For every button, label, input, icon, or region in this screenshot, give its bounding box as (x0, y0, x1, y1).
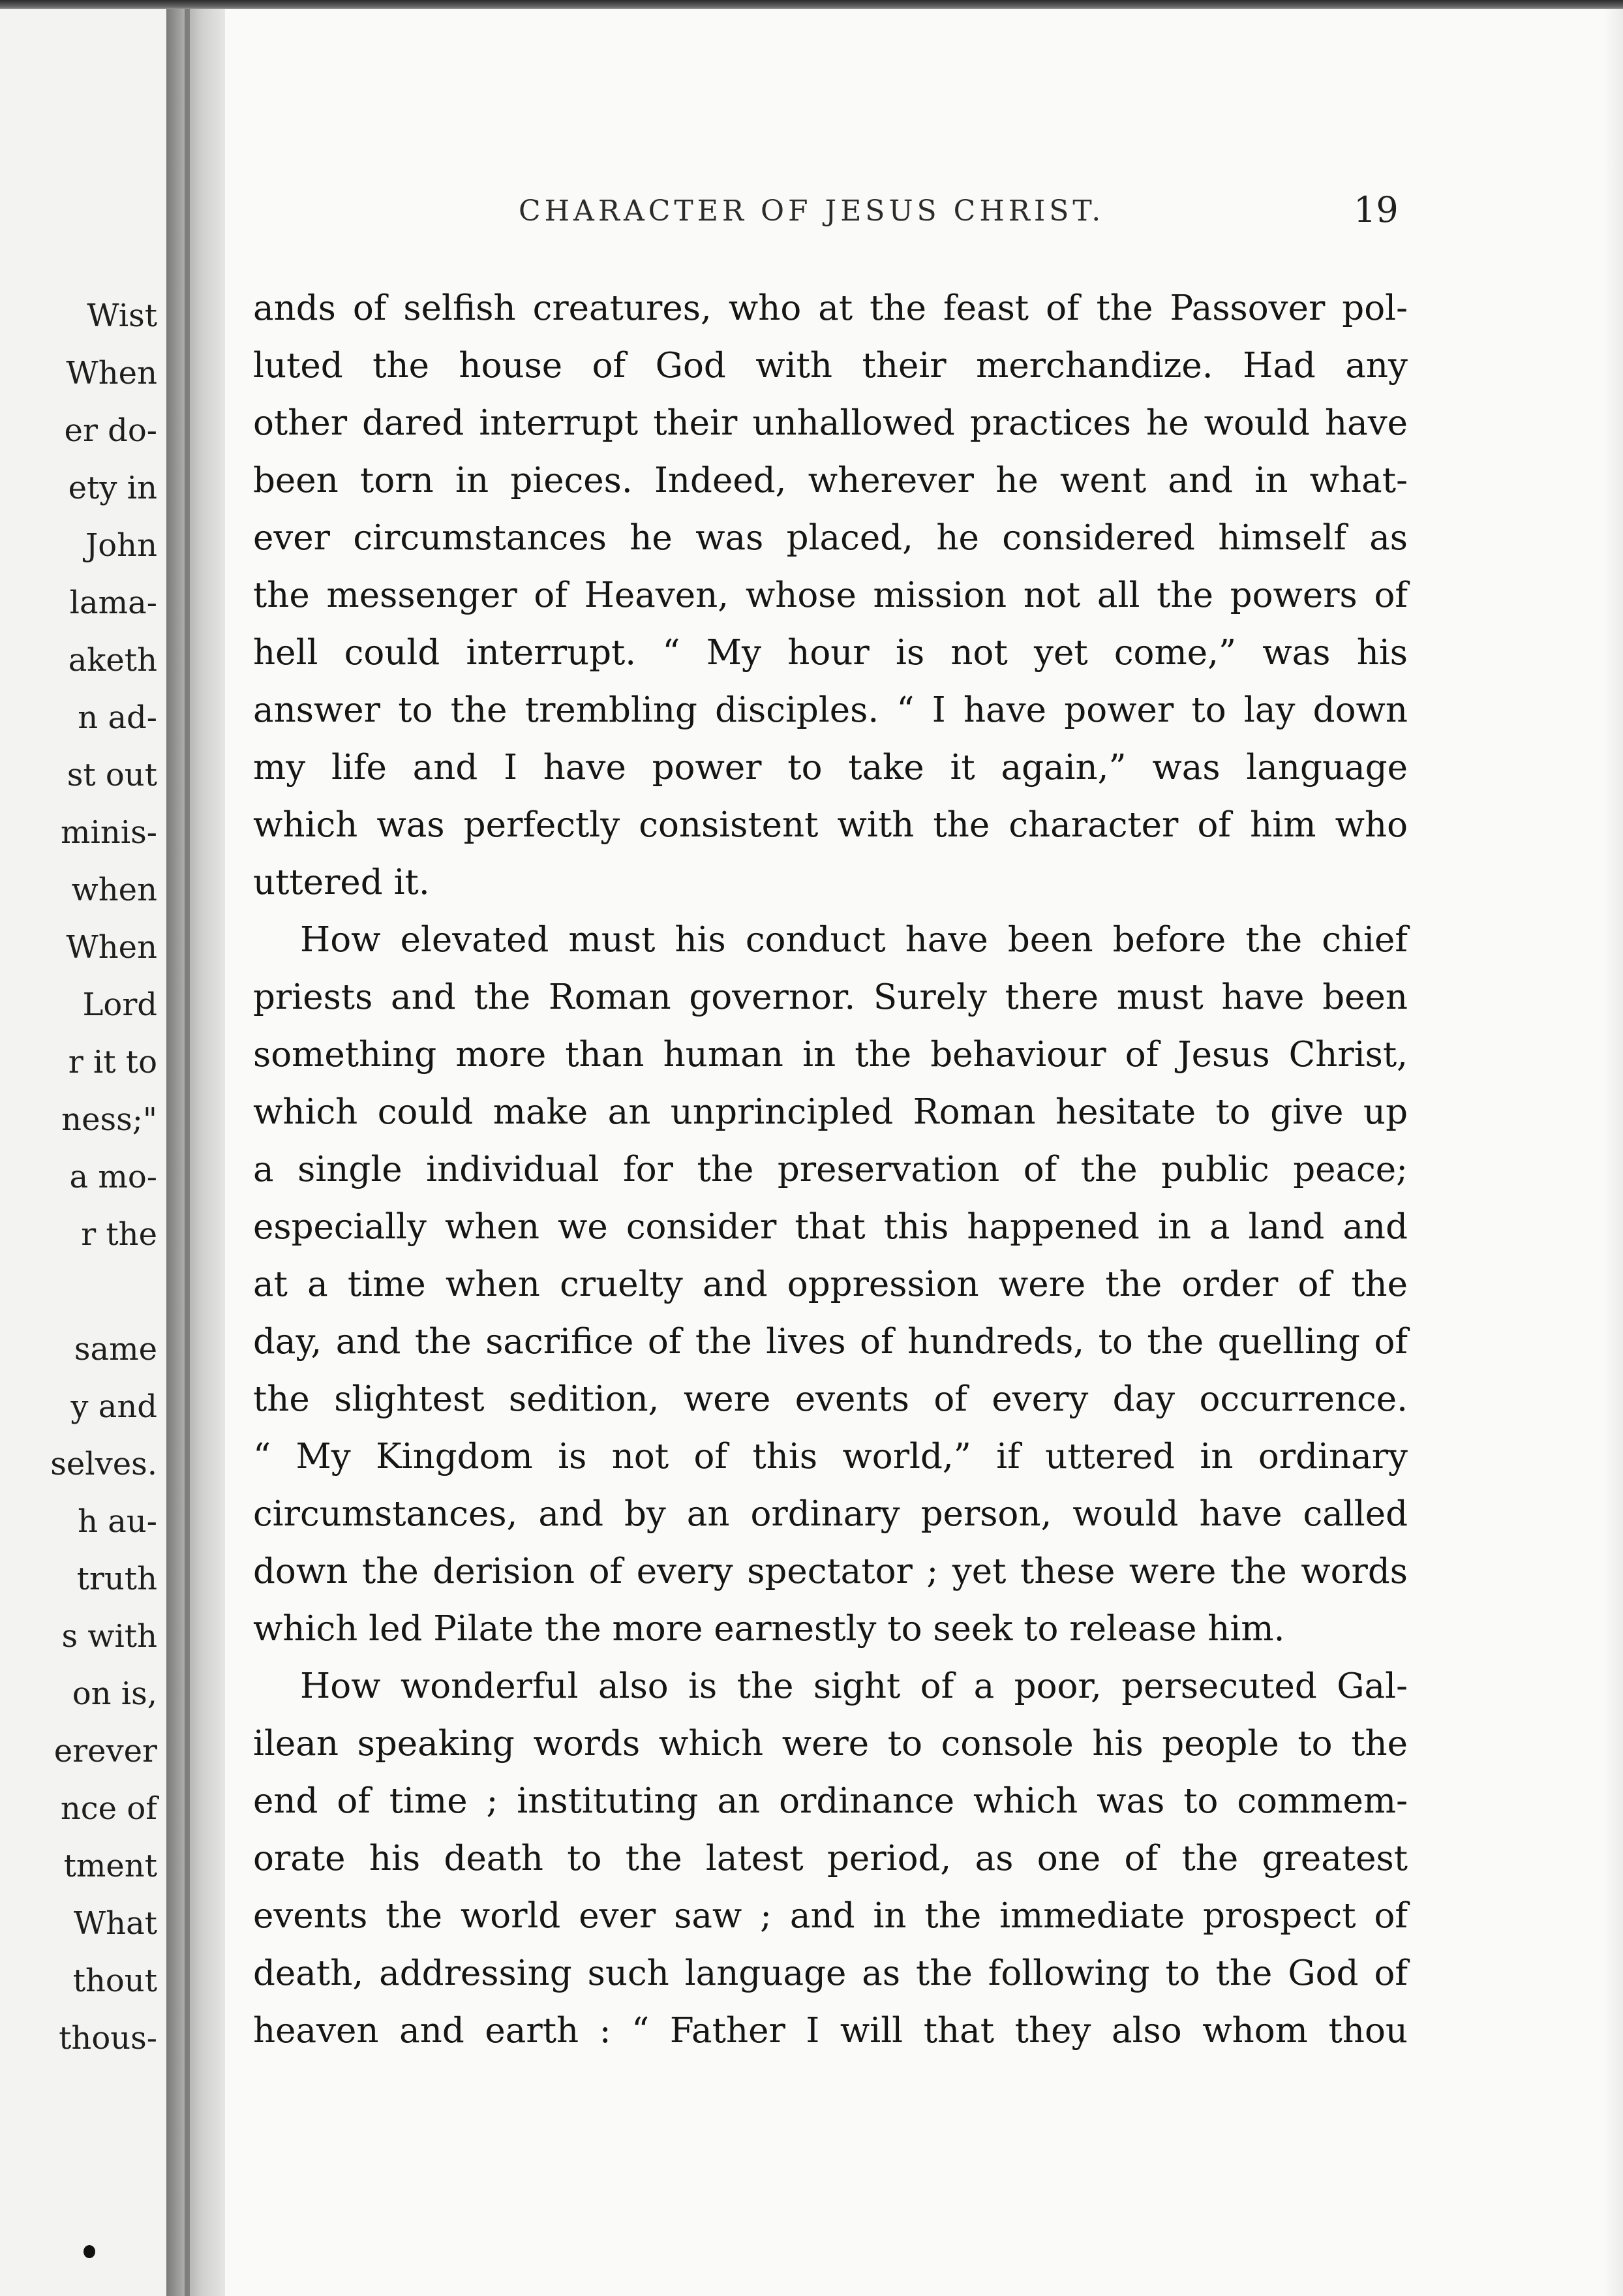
body-line: which could make an unprincipled Roman hesitate to give up (253, 1092, 1408, 1132)
left-fragment: st out (67, 757, 157, 793)
body-line: end of time ; instituting an ordinance which was to commem- (253, 1781, 1408, 1821)
left-fragment: When (66, 355, 157, 391)
left-fragment: same (74, 1331, 157, 1368)
left-fragment: Wist (87, 298, 157, 334)
left-fragment: on is, (72, 1676, 157, 1712)
book-gutter (166, 9, 225, 2296)
left-fragment: n ad- (78, 699, 157, 736)
body-line: ever circumstances he was placed, he considered himself as (253, 518, 1408, 558)
body-line: especially when we consider that this happened in a land and (253, 1207, 1408, 1247)
left-fragment: erever (53, 1733, 157, 1769)
body-line: ilean speaking words which were to console his people to the (253, 1724, 1408, 1764)
left-fragment: s with (61, 1618, 157, 1655)
body-line: orate his death to the latest period, as one of the greatest (253, 1839, 1408, 1878)
body-line: heaven and earth : “ Father I will that they also whom thou (253, 2011, 1408, 2051)
body-line: something more than human in the behaviour of Jesus Christ, (253, 1035, 1408, 1075)
gutter-edge (185, 9, 190, 2296)
left-fragment: h au- (78, 1503, 157, 1540)
left-fragment: when (71, 872, 157, 908)
left-fragment: Lord (82, 987, 157, 1023)
left-fragment: a mo- (69, 1159, 157, 1195)
body-line: uttered it. (253, 863, 430, 902)
left-fragment: r the (81, 1216, 157, 1253)
body-line: down the derision of every spectator ; yet these were the words (253, 1552, 1408, 1591)
body-line: circumstances, and by an ordinary person, would have called (253, 1494, 1408, 1534)
left-fragment: thout (72, 1963, 157, 1999)
page-number: 19 (1354, 189, 1399, 230)
left-fragment: ety in (68, 470, 157, 506)
left-fragment: tment (63, 1848, 157, 1884)
body-line: answer to the trembling disciples. “ I have power to lay down (253, 690, 1408, 730)
paragraph-first-line: How wonderful also is the sight of a poor, persecuted Gal- (300, 1666, 1408, 1706)
left-fragment: lama- (69, 585, 157, 621)
body-line: “ My Kingdom is not of this world,” if uttered in ordinary (253, 1437, 1408, 1477)
body-line: been torn in pieces. Indeed, wherever he went and in what- (253, 461, 1408, 500)
body-line: day, and the sacrifice of the lives of hundreds, to the quelling of (253, 1322, 1408, 1362)
body-line: my life and I have power to take it again,” was language (253, 748, 1408, 788)
running-head: CHARACTER OF JESUS CHRIST. (519, 194, 1105, 228)
left-fragment: What (73, 1905, 157, 1942)
left-fragment: thous- (59, 2020, 157, 2057)
left-fragment: John (85, 527, 157, 564)
left-fragment: nce of (60, 1790, 157, 1827)
page-edge-shade (1603, 9, 1623, 2296)
left-fragment: selves. (50, 1446, 157, 1482)
body-line: hell could interrupt. “ My hour is not yet come,” was his (253, 633, 1408, 673)
left-fragment: er do- (64, 412, 157, 449)
body-line: which led Pilate the more earnestly to seek to release him. (253, 1609, 1285, 1649)
body-line: luted the house of God with their merchandize. Had any (253, 346, 1408, 386)
body-line: a single individual for the preservation of the public peace; (253, 1150, 1408, 1189)
left-fragment: truth (76, 1561, 157, 1597)
body-line: which was perfectly consistent with the character of him who (253, 805, 1408, 845)
left-page (0, 9, 166, 2296)
left-fragment: aketh (68, 642, 157, 679)
body-line: other dared interrupt their unhallowed practices he would have (253, 403, 1408, 443)
body-line: events the world ever saw ; and in the immediate prospect of (253, 1896, 1408, 1936)
body-line: ands of selfish creatures, who at the feast of the Passover pol- (253, 288, 1408, 328)
left-fragment: r it to (68, 1044, 157, 1080)
body-line: the messenger of Heaven, whose mission not all the powers of (253, 575, 1408, 615)
body-line: at a time when cruelty and oppression were the order of the (253, 1264, 1408, 1304)
left-fragment: minis- (61, 814, 157, 851)
body-line: priests and the Roman governor. Surely there must have been (253, 977, 1408, 1017)
left-fragment: y and (70, 1388, 157, 1425)
left-fragment: When (66, 929, 157, 966)
left-fragment: ness;" (61, 1101, 157, 1138)
body-line: the slightest sedition, were events of every day occurrence. (253, 1379, 1408, 1419)
body-line: death, addressing such language as the following to the God of (253, 1953, 1408, 1993)
ink-dot (83, 2245, 95, 2258)
paragraph-first-line: How elevated must his conduct have been before the chief (300, 920, 1408, 960)
